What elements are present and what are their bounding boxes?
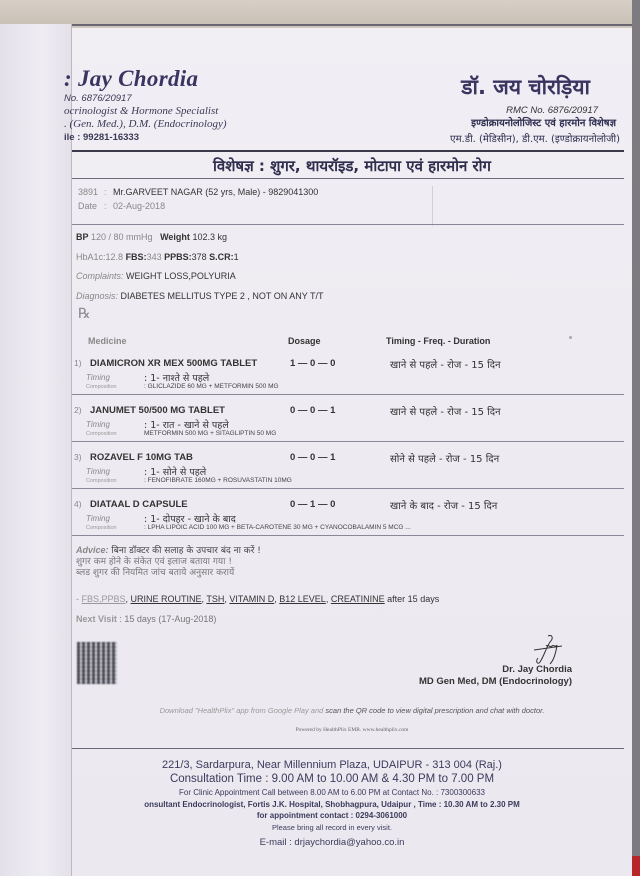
ppbs-value: 378 xyxy=(191,251,207,262)
complaints-label: Complaints: xyxy=(76,271,124,281)
visit-date: 02-Aug-2018 xyxy=(113,201,166,211)
app-download-note xyxy=(72,706,632,715)
header-divider xyxy=(72,150,624,152)
fbs-label: FBS: xyxy=(125,251,147,262)
row-divider xyxy=(72,441,624,442)
test-item: VITAMIN D xyxy=(229,594,275,604)
signature-icon xyxy=(526,632,566,666)
medicine-composition: : FENOFIBRATE 160MG + ROSUVASTATIN 10MG xyxy=(144,477,292,484)
clinic-address: 221/3, Sardarpura, Near Millennium Plaza, UDAIPUR - 313 004 (Raj.) xyxy=(162,759,502,771)
diagnosis-label: Diagnosis: xyxy=(76,290,119,301)
medicine-timing-frequency: खाने के बाद - रोज - 15 दिन xyxy=(390,501,498,512)
scr-label: S.CR: xyxy=(209,251,234,262)
complaints-value: WEIGHT LOSS,POLYURIA xyxy=(126,271,236,281)
date-label: Date xyxy=(78,201,98,211)
composition-label: Composition xyxy=(86,431,117,437)
ppbs-label: PPBS: xyxy=(164,251,192,262)
next-visit-value: : 15 days (17-Aug-2018) xyxy=(119,614,217,624)
header-timing: Timing - Freq. - Duration xyxy=(386,336,491,346)
medicine-timing: : 1- सोने से पहले xyxy=(144,467,207,478)
medicine-composition: : LPHA LIPOIC ACID 100 MG + BETA-CAROTENE 30 MG + CYANOCOBALAMIN 5 MCG ... xyxy=(144,524,411,531)
test-item: B12 LEVEL xyxy=(279,594,326,604)
medicine-timing: : 1- नाश्ते से पहले xyxy=(144,373,210,384)
degrees-english: . (Gen. Med.), D.M. (Endocrinology) xyxy=(64,118,227,130)
medicine-name: DIAMICRON XR MEX 500MG TABLET xyxy=(90,358,258,369)
timing-label: Timing xyxy=(86,373,110,382)
app-note-prefix: Download "HealthPlix" app from Google Play and xyxy=(159,706,324,715)
medicine-composition: : GLICLAZIDE 60 MG + METFORMIN 500 MG xyxy=(144,383,279,390)
adjacent-page xyxy=(0,24,72,876)
tests-prefix: - xyxy=(76,594,82,604)
row-divider xyxy=(72,535,624,536)
hospital-appointment: for appointment contact : 0294-3061000 xyxy=(256,811,408,820)
rmc-number: RMC No. 6876/20917 xyxy=(506,105,598,116)
powered-by: Powered by HealthPlix EMR. www.healthplix.com xyxy=(295,727,409,733)
medicine-timing-frequency: खाने से पहले - रोज - 15 दिन xyxy=(390,407,501,418)
timing-label: Timing xyxy=(86,467,110,476)
hba1c-value: 12.8 xyxy=(105,251,124,262)
prescription-sheet xyxy=(64,28,632,876)
medicine-dosage: 0 — 0 — 1 xyxy=(290,405,336,416)
medicine-timing: : 1- दोपहर - खाने के बाद xyxy=(144,514,236,525)
bp-label: BP xyxy=(76,232,89,242)
page-edge xyxy=(632,0,640,876)
test-item: CREATININE xyxy=(330,594,385,604)
background-surface-top xyxy=(0,0,640,26)
patient-id: 3891 xyxy=(78,187,99,197)
registration-number: No. 6876/20917 xyxy=(64,93,132,104)
mobile-number: ile : 99281-16333 xyxy=(64,132,140,143)
medicine-number: 1) xyxy=(74,358,82,368)
records-note: Please bring all record in every visit. xyxy=(271,823,393,832)
row-divider xyxy=(72,488,624,489)
app-note-text: scan the QR code to view digital prescription and chat with doctor. xyxy=(323,706,545,715)
test-item: URINE ROUTINE xyxy=(130,594,202,604)
specialty-hindi: इण्डोक्रायनोलोजिस्ट एवं हारमोन विशेषज्ञ xyxy=(471,118,616,129)
scr-value: 1 xyxy=(233,251,239,262)
specialty-english: ocrinologist & Hormone Specialist xyxy=(64,105,219,117)
advice-label: Advice: xyxy=(76,545,109,555)
speck xyxy=(569,336,572,339)
weight-value: 102.3 kg xyxy=(192,232,227,242)
medicine-dosage: 0 — 1 — 0 xyxy=(290,499,336,510)
medicine-name: DIATAAL D CAPSULE xyxy=(90,499,188,510)
specialty-banner: विशेषज्ञ : शुगर, थायरॉइड, मोटापा एवं हारमोन रोग xyxy=(213,157,491,175)
clinical-findings xyxy=(76,228,323,322)
advice-line: ब्लड शुगर की नियमित जांच बताये अनुसार करायें xyxy=(76,568,235,578)
timing-label: Timing xyxy=(86,420,110,429)
bp-value: 120 / 80 mmHg xyxy=(91,232,153,242)
signature-name: Dr. Jay Chordia xyxy=(502,664,572,675)
patient-divider xyxy=(72,224,624,225)
medicine-composition: METFORMIN 500 MG + SITAGLIPTIN 50 MG xyxy=(144,430,277,437)
medicine-number: 4) xyxy=(74,499,82,509)
degrees-hindi: एम.डी. (मेडिसीन), डी.एम. (इण्डोक्रायनोलोजी) xyxy=(450,134,620,145)
patient-info xyxy=(78,185,318,213)
next-visit xyxy=(76,614,216,624)
medicine-name: JANUMET 50/500 MG TABLET xyxy=(90,405,225,416)
patient-name: Mr.GARVEET NAGAR (52 yrs, Male) - 9829041300 xyxy=(113,187,319,197)
labs-row xyxy=(76,248,323,268)
medicine-table-header xyxy=(72,336,624,350)
vitals-row xyxy=(76,228,323,248)
medicine-name: ROZAVEL F 10MG TAB xyxy=(90,452,193,463)
row-divider xyxy=(72,394,624,395)
timing-label: Timing xyxy=(86,514,110,523)
medicine-dosage: 1 — 0 — 0 xyxy=(290,358,336,369)
test-item: TSH xyxy=(206,594,225,604)
doctor-signature-block xyxy=(419,664,572,688)
red-mark xyxy=(632,856,640,876)
medicine-number: 3) xyxy=(74,452,82,462)
advice-line: शुगर कम होने के संकेत एवं इलाज बताया गया ! xyxy=(76,557,232,567)
next-visit-label: Next Visit xyxy=(76,614,117,624)
rx-icon: ℞ xyxy=(78,306,91,322)
doctor-name-hindi: डॉ. जय चोरड़िया xyxy=(461,75,590,99)
investigations: - FBS,PPBS, URINE ROUTINE, TSH, VITAMIN D, B12 LEVEL, CREATININE after 15 days xyxy=(76,594,440,604)
banner-divider xyxy=(72,178,624,179)
test-item: FBS,PPBS xyxy=(81,594,126,604)
medicine-number: 2) xyxy=(74,405,82,415)
weight-label: Weight xyxy=(160,232,190,242)
consultation-time: Consultation Time : 9.00 AM to 10.00 AM & 4.30 PM to 7.00 PM xyxy=(169,773,495,785)
clinic-appointment: For Clinic Appointment Call between 8.00 AM to 6.00 PM at Contact No. : 7300300633 xyxy=(179,788,485,797)
medicine-timing: : 1- रात - खाने से पहले xyxy=(144,420,229,431)
qr-code[interactable] xyxy=(77,642,117,684)
patient-row: 3891 : Mr.GARVEET NAGAR (52 yrs, Male) - 9829041300 xyxy=(78,187,319,197)
medicine-dosage: 0 — 0 — 1 xyxy=(290,452,336,463)
fbs-value: 343 xyxy=(146,251,162,262)
diagnosis-row xyxy=(76,287,323,307)
signature-degrees: MD Gen Med, DM (Endocrinology) xyxy=(418,676,572,687)
doctor-header-hindi xyxy=(360,73,620,148)
doctor-header-english xyxy=(64,66,304,144)
doctor-name-english: : Jay Chordia xyxy=(64,66,199,91)
footer-divider xyxy=(72,748,624,749)
composition-label: Composition xyxy=(86,384,117,390)
composition-label: Composition xyxy=(86,478,117,484)
hospital-info: onsultant Endocrinologist, Fortis J.K. Hospital, Shobhagpura, Udaipur , Time : 10.30 AM to 2.30 PM xyxy=(144,800,520,809)
clinic-footer xyxy=(52,758,612,851)
composition-label: Composition xyxy=(86,525,117,531)
clinic-email: E-mail : drjaychordia@yahoo.co.in xyxy=(259,837,405,848)
advice-line: बिना डॉक्टर की सलाह के उपचार बंद ना करें ! xyxy=(111,546,261,556)
complaints-row xyxy=(76,267,323,287)
tests-suffix: after 15 days xyxy=(384,594,440,604)
advice-section xyxy=(76,545,261,579)
vertical-divider xyxy=(432,186,433,226)
medicine-timing-frequency: खाने से पहले - रोज - 15 दिन xyxy=(390,360,501,371)
header-medicine: Medicine xyxy=(88,336,127,346)
header-dosage: Dosage xyxy=(288,336,321,346)
date-row: Date : 02-Aug-2018 xyxy=(78,201,166,211)
medicine-timing-frequency: सोने से पहले - रोज - 15 दिन xyxy=(390,454,500,465)
hba1c-label: HbA1c: xyxy=(76,251,106,262)
diagnosis-value: DIABETES MELLITUS TYPE 2 , NOT ON ANY T/T xyxy=(120,290,324,301)
